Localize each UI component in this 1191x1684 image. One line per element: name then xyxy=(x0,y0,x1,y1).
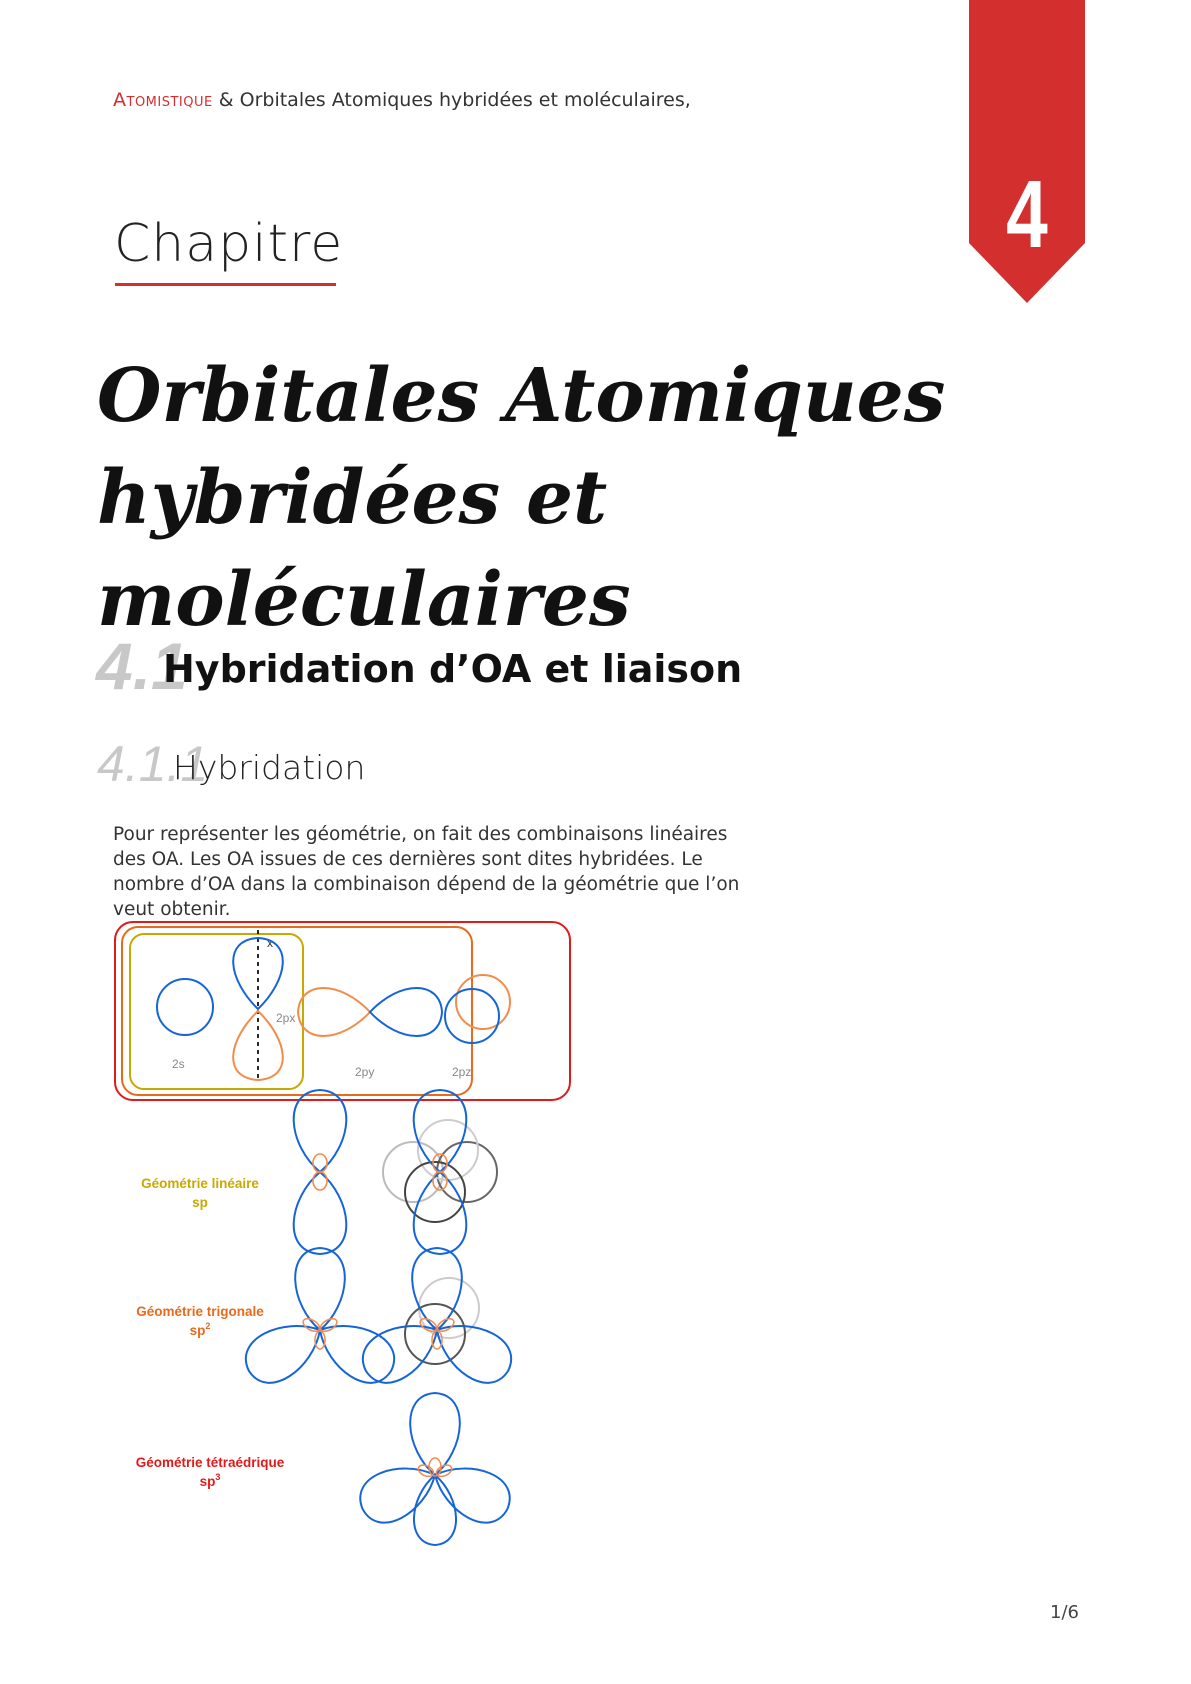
sp3-tetrahedral-orbitals xyxy=(352,1393,518,1545)
chapter-number: 4 xyxy=(1006,161,1048,268)
geom-tetra-name: Géométrie tétraédrique xyxy=(135,1455,285,1470)
sp-small-bottom xyxy=(313,1172,327,1190)
chapter-underline xyxy=(115,283,336,286)
chapter-title-line-2: moléculaires xyxy=(97,557,631,643)
section-title: Hybridation d’OA et liaison xyxy=(163,647,743,691)
axis-x-label: x xyxy=(267,936,273,950)
label-2pz: 2pz xyxy=(452,1065,472,1079)
sp2-trigonal-with-p xyxy=(354,1248,521,1392)
tet-lobe-front xyxy=(414,1475,456,1545)
trigp-small-3 xyxy=(435,1316,456,1334)
header-rest: & Orbitales Atomiques hybridées et moléculaires, xyxy=(212,89,691,111)
sp-small-top xyxy=(313,1154,327,1172)
geom-tetra-hyb: $sp^3$ xyxy=(199,1472,221,1489)
trigp-lobe-left xyxy=(354,1309,450,1393)
running-header xyxy=(113,89,691,111)
hybridization-figure xyxy=(100,910,600,1550)
tet-lobe-up xyxy=(410,1393,460,1475)
geom-trigonal-hyb: $sp^2$ xyxy=(189,1321,211,1338)
tet-small-1 xyxy=(429,1458,441,1476)
trig-lobe-up xyxy=(295,1248,345,1330)
chapter-label: Chapitre xyxy=(114,214,344,274)
tet-lobe-right xyxy=(425,1453,518,1532)
sp2-small-bottom xyxy=(433,1172,447,1190)
sp2-trigonal-orbitals xyxy=(237,1248,404,1392)
sp-lobe-top xyxy=(294,1090,347,1172)
trig-lobe-right xyxy=(308,1309,404,1393)
orbital-2py-right xyxy=(370,988,442,1036)
chapter-title-line-1: Orbitales Atomiques hybridées et xyxy=(97,353,946,541)
orbital-2s xyxy=(157,979,213,1035)
sp-lobe-bottom xyxy=(294,1172,347,1254)
subsection-number: 4.1.1 xyxy=(97,736,209,792)
chapter-title xyxy=(97,345,1097,651)
trigp-lobe-right xyxy=(425,1309,521,1393)
label-2s: 2s xyxy=(172,1057,185,1071)
geom-trigonal-name: Géométrie trigonale xyxy=(136,1304,264,1319)
trig-small-3 xyxy=(318,1316,339,1334)
trig-lobe-left xyxy=(237,1309,333,1393)
trigp-small-2 xyxy=(418,1316,439,1334)
header-subject: Atomistique xyxy=(113,89,213,111)
body-paragraph: Pour représenter les géométrie, on fait des combinaisons linéaires des OA. Les OA issues de ces dernières sont dites hybridées. Le nombre d’OA dans la combinaison dépend de la géométrie que l’on veut obtenir. xyxy=(113,824,740,920)
orbital-2pz-back xyxy=(456,975,510,1029)
section-number: 4.1 xyxy=(96,629,188,703)
page-number: 1/6 xyxy=(1050,1602,1079,1623)
trig-small-2 xyxy=(301,1316,322,1334)
geom-linear-hyb: sp xyxy=(192,1195,208,1210)
orbital-2py-left xyxy=(298,988,370,1036)
subsection-title: Hybridation xyxy=(173,748,366,787)
label-2px: 2px xyxy=(276,1011,296,1025)
geom-linear-name: Géométrie linéaire xyxy=(141,1176,259,1191)
label-2py: 2py xyxy=(355,1065,375,1079)
tet-lobe-left xyxy=(352,1453,445,1532)
frame-sp3 xyxy=(115,922,570,1100)
